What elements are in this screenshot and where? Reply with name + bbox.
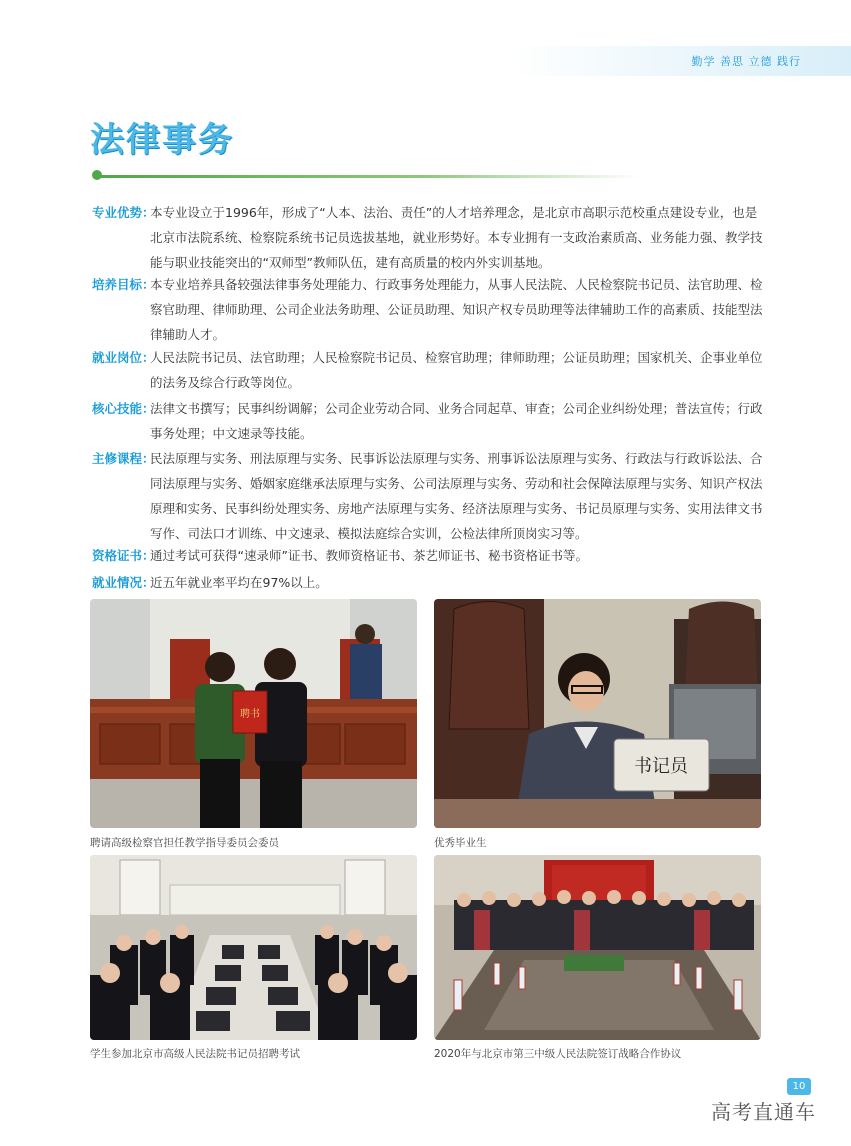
page-number-badge: 10 [787,1078,811,1095]
nameplate-text: 书记员 [634,756,688,777]
section-label: 就业岗位： [92,350,155,365]
page-title: 法律事务 [90,120,234,160]
section-text: 通过考试可获得“速录师”证书、教师资格证书、茶艺师证书、秘书资格证书等。 [150,548,588,563]
photo-signing-ceremony [434,855,761,1040]
section-text: 法律文书撰写；民事纠纷调解；公司企业劳动合同、业务合同起草、审查；公司企业纠纷处理；普法宣传；行政事务处理；中文速录等技能。 [150,401,763,441]
section-certificates [92,543,764,568]
section-goal [92,272,764,347]
header-band [0,46,851,76]
section-text: 本专业设立于1996年，形成了“人本、法治、责任”的人才培养理念，是北京市高职示范校重点建设专业，也是北京市法院系统、检察院系统书记员选拔基地，就业形势好。本专业拥有一支政治素质高、业务能力强、教学技能与职业技能突出的“双师型”教师队伍，建有高质量的校内外实训基地。 [150,205,763,270]
section-label: 核心技能： [92,401,155,416]
photo-caption: 学生参加北京市高级人民法院书记员招聘考试 [90,1048,300,1060]
section-advantage [92,200,764,275]
section-text: 近五年就业率平均在97%以上。 [150,575,328,590]
section-label: 就业情况： [92,575,155,590]
section-text: 人民法院书记员、法官助理；人民检察院书记员、检察官助理；律师助理；公证员助理；国家机关、企事业单位的法务及综合行政等岗位。 [150,350,763,390]
photo-exam-room [90,855,417,1040]
section-courses [92,446,764,546]
section-label: 主修课程： [92,451,155,466]
divider-line [98,175,640,178]
section-positions [92,345,764,395]
section-label: 培养目标： [92,277,155,292]
section-text: 本专业培养具备较强法律事务处理能力、行政事务处理能力，从事人民法院、人民检察院书记员、法官助理、检察官助理、律师助理、公司企业法务助理、公证员助理、知识产权专员助理等法律辅助工作的高素质、技能型法律辅助人才。 [150,277,763,342]
section-text: 民法原理与实务、刑法原理与实务、民事诉讼法原理与实务、刑事诉讼法原理与实务、行政法与行政诉讼法、合同法原理与实务、婚姻家庭继承法原理与实务、公司法原理与实务、劳动和社会保障法原理与实务、知识产权法原理和实务、民事纠纷处理实务、房地产法原理与实务、经济法原理与实务、书记员原理与实务、实用法律文书写作、司法口才训练、中文速录、模拟法庭综合实训，公检法律所顶岗实习等。 [150,451,763,541]
section-skills [92,396,764,446]
school-motto: 勤学 善思 立德 践行 [691,55,801,68]
photo-caption: 聘请高级检察官担任教学指导委员会委员 [90,837,279,849]
section-employment [92,570,764,595]
section-label: 资格证书： [92,548,155,563]
photo-caption: 优秀毕业生 [434,837,487,849]
section-label: 专业优势： [92,205,155,220]
title-divider [92,172,640,178]
photo-appointment-ceremony [90,599,417,828]
certificate-text: 聘书 [240,709,260,720]
photo-caption: 2020年与北京市第三中级人民法院签订战略合作协议 [434,1048,682,1060]
watermark-text: 高考直通车 [711,1100,816,1124]
photo-graduate [434,599,761,828]
